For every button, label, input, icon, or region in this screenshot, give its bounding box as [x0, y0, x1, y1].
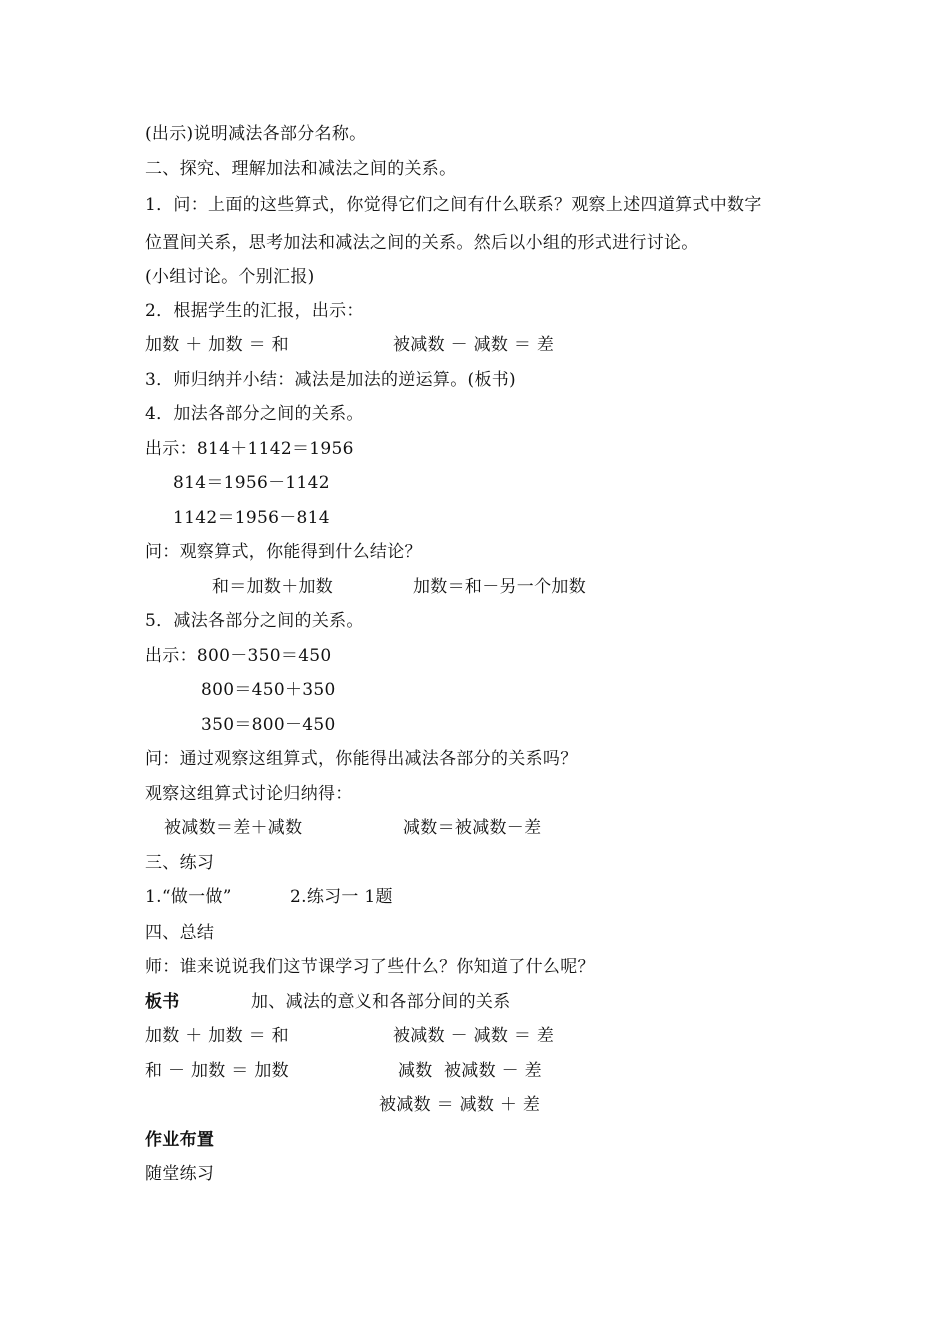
equation-show-addition: 出示：814＋1142＝1956: [145, 439, 354, 459]
conclusion-row-addition: [145, 571, 586, 603]
text-line-step-3: 3．师归纳并小结：减法是加法的逆运算。(板书): [145, 370, 516, 390]
text-line-step-2: 2．根据学生的汇报，出示：: [145, 301, 364, 321]
board-formula-row-1: [145, 1020, 555, 1052]
section-heading-explore: 二、探究、理解加法和减法之间的关系。: [145, 159, 457, 179]
text-line-question-subtraction: 问：通过观察这组算式，你能得出减法各部分的关系吗？: [145, 749, 578, 769]
formula-addition: 加数 ＋ 加数 ＝ 和: [145, 335, 289, 355]
board-formula-subtraction: 被减数 － 减数 ＝ 差: [393, 1026, 555, 1046]
equation-addition-3: 1142＝1956－814: [173, 508, 330, 528]
homework-heading: 作业布置: [145, 1130, 215, 1150]
board-formula-minuend: 被减数 ＝ 减数 ＋ 差: [379, 1095, 541, 1115]
formula-row-1: [145, 329, 555, 361]
text-line-teacher-question: 师：谁来说说我们这节课学习了些什么？你知道了什么呢？: [145, 957, 595, 977]
text-line-question-observe: 问：观察算式，你能得到什么结论？: [145, 542, 422, 562]
equation-show-subtraction: 出示：800－350＝450: [145, 646, 332, 666]
board-formula-row-2: [145, 1055, 542, 1087]
section-heading-practice: 三、练习: [145, 853, 215, 873]
conclusion-addend: 加数＝和－另一个加数: [413, 577, 586, 597]
equation-subtraction-3: 350＝800－450: [201, 715, 336, 735]
board-formula-addend: 和 － 加数 ＝ 加数: [145, 1061, 289, 1081]
homework-text: 随堂练习: [145, 1164, 215, 1184]
text-line-question-1: 1．问：上面的这些算式，你觉得它们之间有什么联系？观察上述四道算式中数字: [145, 195, 762, 215]
conclusion-minuend: 被减数＝差＋减数: [164, 818, 303, 838]
text-line-step-5: 5．减法各部分之间的关系。: [145, 611, 364, 631]
board-label: 板书: [145, 992, 180, 1012]
equation-subtraction-2: 800＝450＋350: [201, 680, 336, 700]
practice-items-row: [145, 881, 393, 913]
text-line-summary-intro: 观察这组算式讨论归纳得：: [145, 784, 353, 804]
text-line-question-1-cont: 位置间关系，思考加法和减法之间的关系。然后以小组的形式进行讨论。: [145, 233, 699, 253]
conclusion-row-subtraction: [145, 812, 542, 844]
board-title: 加、减法的意义和各部分间的关系: [251, 992, 511, 1012]
text-line-show-subtraction-parts: (出示)说明减法各部分名称。: [145, 124, 367, 144]
board-title-row: [145, 986, 511, 1018]
conclusion-sum: 和＝加数＋加数: [212, 577, 334, 597]
section-heading-summary: 四、总结: [145, 923, 215, 943]
practice-item-1: 1.“做一做”: [145, 887, 232, 907]
board-formula-addition: 加数 ＋ 加数 ＝ 和: [145, 1026, 289, 1046]
formula-subtraction: 被减数 － 减数 ＝ 差: [393, 335, 555, 355]
text-line-group-discussion: (小组讨论。个别汇报): [145, 267, 315, 287]
conclusion-subtrahend: 减数＝被减数－差: [403, 818, 542, 838]
equation-addition-2: 814＝1956－1142: [173, 473, 330, 493]
practice-item-2: 2.练习一 1题: [290, 887, 393, 907]
text-line-step-4: 4．加法各部分之间的关系。: [145, 404, 364, 424]
board-formula-subtrahend: 减数 被减数 － 差: [398, 1061, 542, 1081]
